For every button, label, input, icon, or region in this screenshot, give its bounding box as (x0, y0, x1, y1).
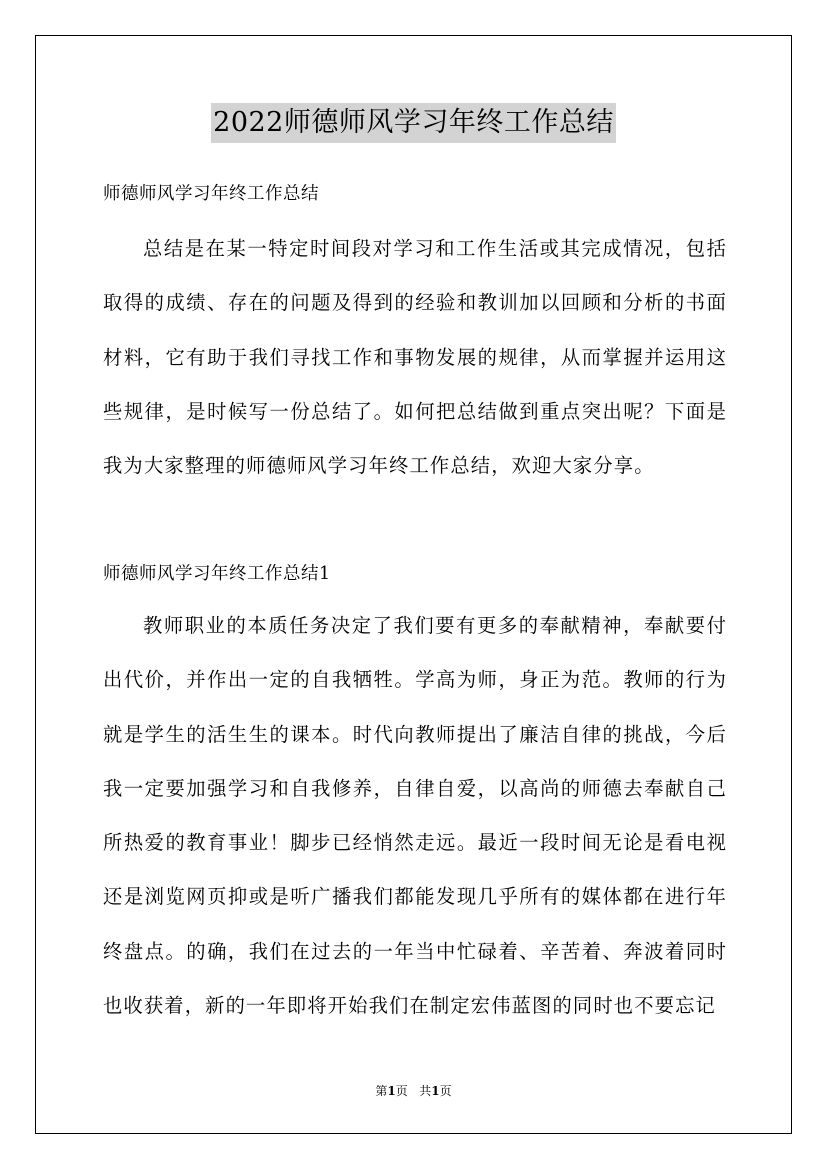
document-heading: 师德师风学习年终工作总结 (103, 184, 319, 204)
footer-page-number: 1 (387, 1084, 396, 1098)
footer-total-number: 1 (431, 1084, 440, 1098)
section-1-body: 教师职业的本质任务决定了我们要有更多的奉献精神，奉献要付出代价，并作出一定的自我牺牲。学高为师，身正为范。教师的行为就是学生的活生生的课本。时代向教师提出了廉洁自律的挑战，今后我一定要加强学习和自我修养，自律自爱，以高尚的师德去奉献自己所热爱的教育事业！脚步已经悄然走远。最近一段时间无论是看电视还是浏览网页抑或是听广播我们都能发现几乎所有的媒体都在进行年终盘点。的确，我们在过去的一年当中忙碌着、辛苦着、奔波着同时也收获着，新的一年即将开始我们在制定宏伟蓝图的同时也不要忘记 (103, 614, 727, 1018)
footer-page-prefix: 第 (375, 1084, 388, 1098)
document-title: 2022师德师风学习年终工作总结 (211, 103, 616, 143)
footer-total-suffix: 页 (439, 1084, 452, 1098)
intro-paragraph: 总结是在某一特定时间段对学习和工作生活或其完成情况，包括取得的成绩、存在的问题及得到的经验和教训加以回顾和分析的书面材料，它有助于我们寻找工作和事物发展的规律，从而掌握并运用这些规律，是时候写一份总结了。如何把总结做到重点突出呢？下面是我为大家整理的师德师风学习年终工作总结，欢迎大家分享。 (103, 237, 727, 478)
page-footer (0, 1083, 827, 1099)
footer-total-prefix: 共 (419, 1084, 432, 1098)
title-container (0, 103, 827, 143)
section-1-heading: 师德师风学习年终工作总结1 (103, 564, 331, 584)
footer-page-suffix: 页 (395, 1084, 408, 1098)
